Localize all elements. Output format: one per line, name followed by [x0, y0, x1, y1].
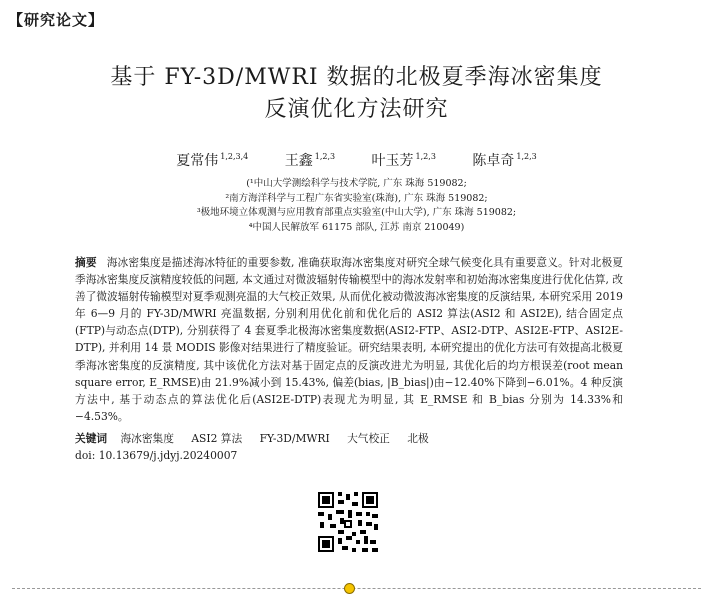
keyword: ASI2 算法	[191, 432, 243, 445]
affiliation: ²南方海洋科学与工程广东省实验室(珠海), 广东 珠海 519082;	[225, 192, 488, 204]
author: 陈卓奇 $^{1,2,3}$	[472, 152, 537, 169]
keywords	[75, 431, 443, 446]
paper-title-line-2: 反演优化方法研究	[264, 97, 449, 122]
affiliation: ³极地环境立体观测与应用教育部重点实验室(中山大学), 广东 珠海 519082;	[196, 207, 517, 218]
affiliation: ⁴中国人民解放军 61175 部队, 江苏 南京 210049)	[248, 221, 465, 233]
keyword: 北极	[407, 432, 429, 445]
keyword: 大气校正	[347, 432, 390, 445]
section-tag: 【研究论文】	[8, 11, 105, 29]
author: 王鑫 $^{1,2,3}$	[284, 152, 336, 169]
page-marker-dot	[344, 583, 355, 594]
author: 夏常伟 $^{1,2,3,4}$	[176, 152, 249, 169]
keywords-label: 关键词	[75, 432, 108, 445]
abstract-text: 海冰密集度是描述海冰特征的重要参数, 准确获取海冰密集度对研究全球气候变化具有重要意义。针对北极夏季海冰密集度反演精度较低的问题, 本文通过对微波辐射传输模型中的海冰发射率和初始海冰密集度进行优化估算, 改善了微波辐射传输模型对夏季观测亮温的大气校正效果, 从而优化被动微波海冰密集度的反演结果, 本研究采用 2019 年 6—9 月的 FY-3D/MWRI 亮温数据, 分别利用优化前和优化后的 ASI2 算法(ASI2 和 ASI2E), 结合固定点(FTP)与动态点(DTP), 分别获得了 4 套夏季北极海冰密集度数据(ASI2-FTP、ASI2-DTP、ASI2E-FTP、ASI2E-DTP), 并利用 14 景 MODIS 影像对结果进行了精度验证。研究结果表明, 本研究提出的优化方法可有效提高北极夏季海冰密集度的反演精度, 其中该优化方法对基于固定点的反演改进尤为明显, 其优化后的均方根误差(root mean square error, E_RMSE)由 21.9%减小到 15.43%, 偏差(bias, |B_bias|)由−12.40%下降到−6.01%。4 种反演方法中, 基于动态点的算法优化后(ASI2E-DTP)表现尤为明显, 其 E_RMSE 和 B_bias 分别为 14.33%和−4.53%。	[75, 256, 623, 423]
qr-code-icon[interactable]	[316, 490, 380, 554]
keyword: 海冰密集度	[120, 432, 174, 445]
doi: doi: 10.13679/j.jdyj.20240007	[75, 449, 238, 462]
affiliation: (¹中山大学测绘科学与技术学院, 广东 珠海 519082;	[246, 178, 467, 189]
abstract	[75, 254, 623, 425]
paper-title-line-1: 基于 FY-3D/MWRI 数据的北极夏季海冰密集度	[110, 65, 603, 90]
abstract-label: 摘要	[75, 256, 97, 269]
author: 叶玉芳 $^{1,2,3}$	[371, 152, 436, 169]
keyword: FY-3D/MWRI	[259, 432, 330, 445]
affiliation-list	[0, 177, 713, 235]
page-divider	[12, 588, 701, 589]
author-list	[0, 150, 713, 170]
